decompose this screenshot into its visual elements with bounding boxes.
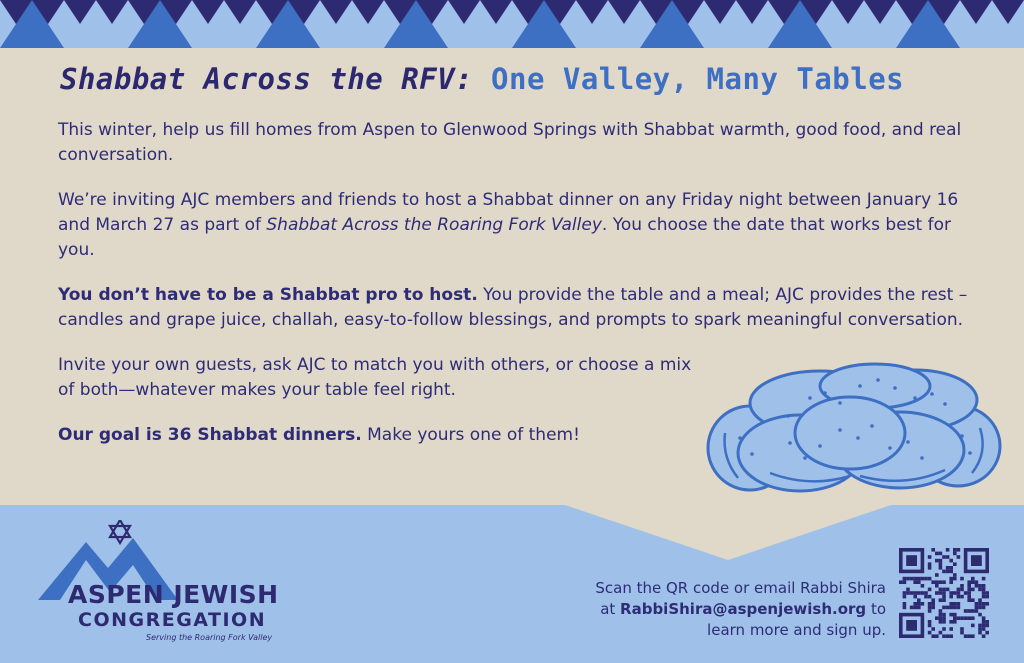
email-link[interactable]: RabbiShira@aspenjewish.org bbox=[620, 600, 867, 618]
paragraph-invite bbox=[58, 188, 968, 263]
contact-info bbox=[526, 578, 886, 641]
host-text: You provide the table and a meal; AJC provides the rest – candles and grape juice, challah, easy-to-follow blessings, and prompts to spark meaningful conversation. bbox=[58, 285, 968, 330]
qr-code-icon[interactable] bbox=[899, 548, 989, 638]
triangle-pattern bbox=[0, 0, 1024, 48]
contact-line-2 bbox=[526, 599, 886, 620]
logo-tagline: Serving the Roaring Fork Valley bbox=[146, 633, 273, 642]
paragraph-guests: Invite your own guests, ask AJC to match you with others, or choose a mix of both—whatever makes your table feel right. bbox=[58, 355, 692, 400]
program-name: Shabbat Across the Roaring Fork Valley bbox=[266, 215, 602, 235]
title-part-1: Shabbat Across the RFV: bbox=[60, 62, 474, 96]
paragraph-host bbox=[58, 283, 968, 333]
page-title bbox=[60, 62, 1000, 96]
contact-line-1: Scan the QR code or email Rabbi Shira bbox=[595, 579, 886, 597]
goal-highlight: Our goal is 36 Shabbat dinners. bbox=[58, 425, 362, 445]
logo-line-1: ASPEN JEWISH bbox=[68, 580, 279, 609]
invite-text: We’re inviting AJC members and friends to host a Shabbat dinner on any Friday night between January 16 and March 27 as part of bbox=[58, 190, 959, 235]
contact-line-3: learn more and sign up. bbox=[707, 621, 886, 639]
challah-icon bbox=[700, 358, 1005, 498]
logo-line-2: CONGREGATION bbox=[78, 609, 267, 631]
logo bbox=[38, 520, 298, 650]
contact-prefix: at bbox=[600, 600, 621, 618]
host-highlight: You don’t have to be a Shabbat pro to host. bbox=[58, 285, 478, 305]
title-part-2: One Valley, Many Tables bbox=[491, 62, 905, 96]
contact-suffix: to bbox=[866, 600, 886, 618]
goal-text: Make yours one of them! bbox=[361, 425, 580, 445]
invite-text-end: . You choose the date that works best for you. bbox=[58, 215, 951, 260]
paragraph-intro: This winter, help us fill homes from Aspen to Glenwood Springs with Shabbat warmth, good food, and real conversation. bbox=[58, 120, 962, 165]
